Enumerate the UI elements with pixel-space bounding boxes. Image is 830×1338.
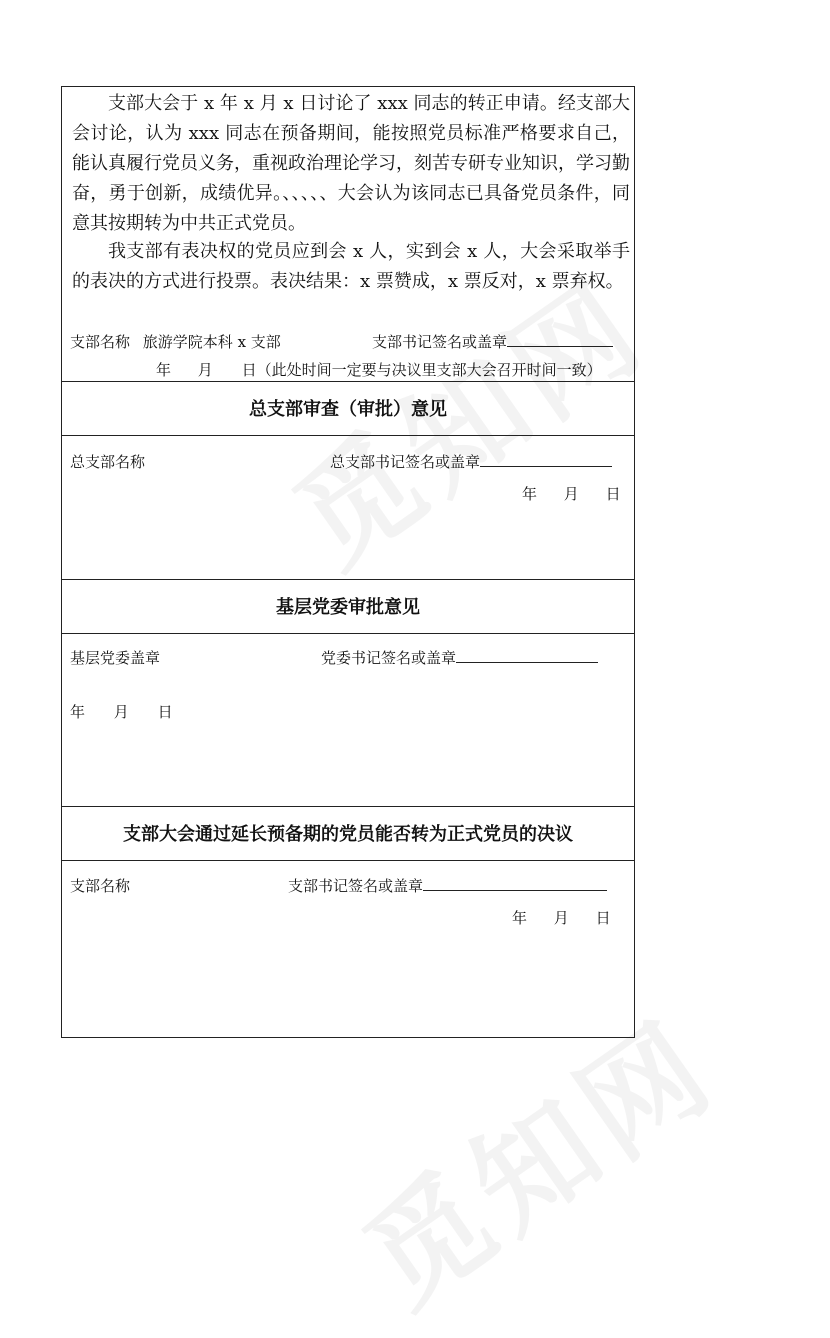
general-branch-secretary-sign bbox=[330, 451, 612, 472]
party-committee-heading: 基层党委审批意见 bbox=[276, 597, 420, 618]
extended-secretary-sign-label: 支部书记签名或盖章 bbox=[288, 877, 424, 895]
party-committee-secretary-sign bbox=[321, 647, 598, 668]
signature-line[interactable] bbox=[480, 452, 612, 467]
date-month: 月 bbox=[563, 485, 579, 503]
date-day: 日 bbox=[157, 703, 173, 721]
extended-secretary-sign bbox=[288, 875, 607, 896]
signature-line[interactable] bbox=[456, 648, 598, 663]
resolution-date bbox=[156, 359, 602, 380]
date-day: 日 bbox=[595, 909, 611, 927]
branch-secretary-sign-label: 支部书记签名或盖章 bbox=[372, 333, 508, 351]
branch-secretary-sign bbox=[372, 331, 613, 352]
date-day: 日 bbox=[241, 361, 257, 379]
resolution-paragraph-2: 我支部有表决权的党员应到会 x 人，实到会 x 人，大会采取举手的表决的方式进行投票。表决结果：x 票赞成，x 票反对，x 票弃权。 bbox=[72, 241, 630, 292]
approval-form bbox=[61, 86, 635, 1038]
party-committee-seal-label: 基层党委盖章 bbox=[70, 649, 161, 667]
date-note: （此处时间一定要与决议里支部大会召开时间一致） bbox=[256, 361, 602, 379]
date-year: 年 bbox=[70, 703, 86, 721]
section-divider bbox=[62, 806, 634, 807]
section-divider bbox=[62, 435, 634, 436]
party-committee-secretary-sign-label: 党委书记签名或盖章 bbox=[321, 649, 457, 667]
resolution-paragraph-1: 支部大会于 x 年 x 月 x 日讨论了 xxx 同志的转正申请。经支部大会讨论，认为 xxx 同志在预备期间，能按照党员标准严格要求自己，能认真履行党员义务，重视政治理论学习，刻苦专研专业知识，学习勤奋，勇于创新，成绩优异。、、、、、大会认为该同志已具备党员条件，同意其按期转为中共正式党员。 bbox=[72, 93, 630, 234]
general-branch-name-label: 总支部名称 bbox=[70, 453, 146, 471]
signature-line[interactable] bbox=[507, 332, 613, 347]
date-year: 年 bbox=[156, 361, 172, 379]
branch-name-label: 支部名称 bbox=[70, 333, 131, 351]
party-committee-date bbox=[70, 701, 173, 722]
general-branch-heading: 总支部审查（审批）意见 bbox=[249, 399, 447, 420]
extended-branch-name-label: 支部名称 bbox=[70, 877, 131, 895]
date-year: 年 bbox=[522, 485, 538, 503]
date-month: 月 bbox=[197, 361, 213, 379]
section-divider bbox=[62, 633, 634, 634]
section-divider bbox=[62, 860, 634, 861]
signature-line[interactable] bbox=[423, 876, 607, 891]
branch-name-value: 旅游学院本科 x 支部 bbox=[142, 333, 281, 351]
extended-probation-date bbox=[512, 907, 611, 928]
general-branch-secretary-sign-label: 总支部书记签名或盖章 bbox=[330, 453, 481, 471]
branch-name-row bbox=[70, 331, 281, 352]
date-month: 月 bbox=[113, 703, 129, 721]
general-branch-date bbox=[522, 483, 621, 504]
date-year: 年 bbox=[512, 909, 528, 927]
date-month: 月 bbox=[553, 909, 569, 927]
extended-probation-heading: 支部大会通过延长预备期的党员能否转为正式党员的决议 bbox=[123, 824, 573, 845]
date-day: 日 bbox=[605, 485, 621, 503]
section-divider bbox=[62, 579, 634, 580]
section-divider bbox=[62, 381, 634, 382]
